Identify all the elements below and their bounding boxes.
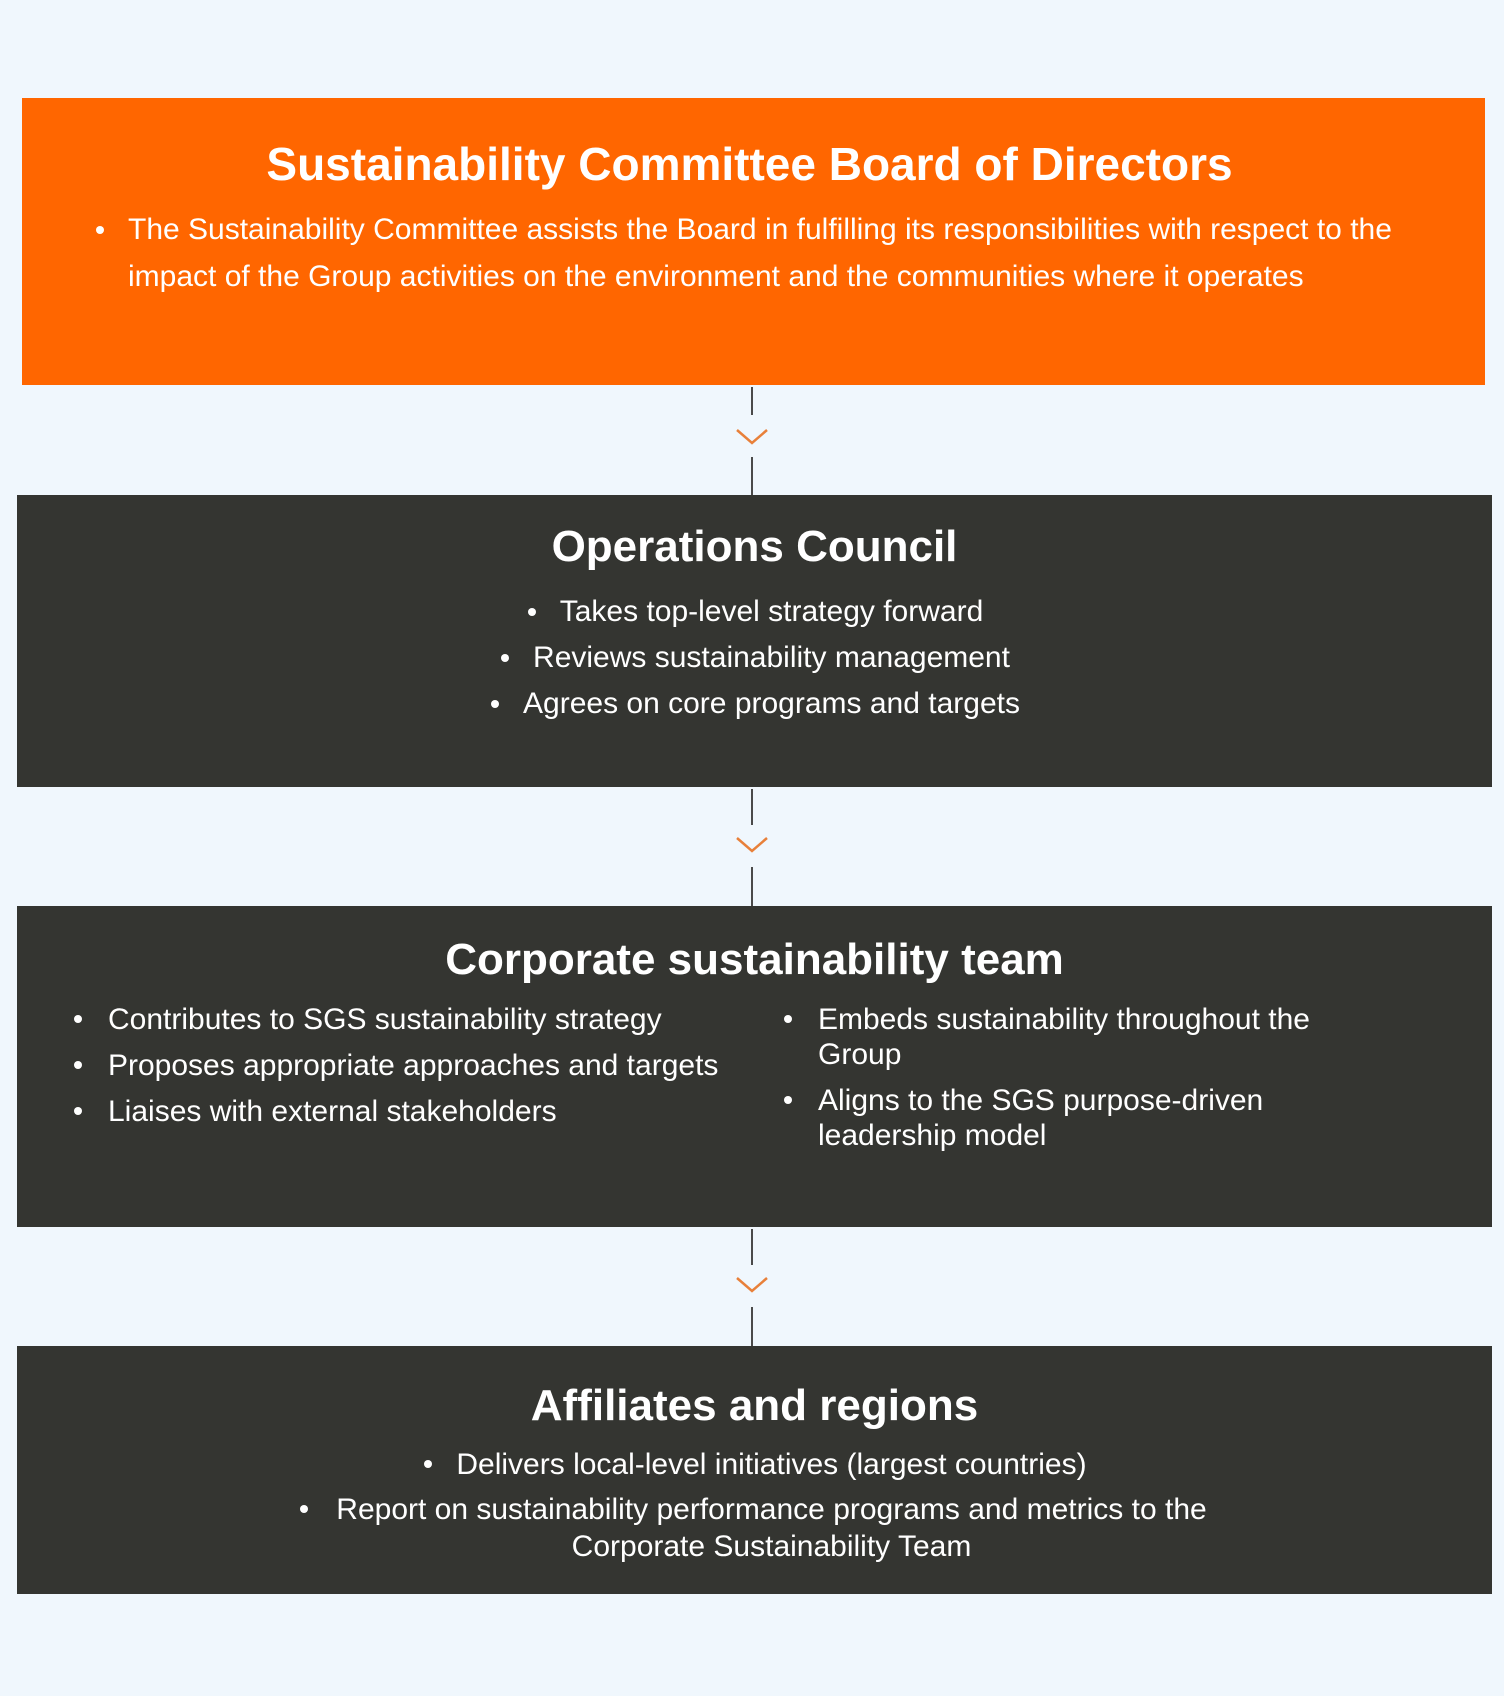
corporate-bullet: Proposes appropriate approaches and targets — [72, 1048, 782, 1083]
affiliates-bullet: Delivers local-level initiatives (largest countries) — [422, 1446, 1086, 1483]
operations-council-box — [17, 495, 1492, 787]
chevron-down-icon — [735, 1275, 769, 1295]
corporate-bullet: Aligns to the SGS purpose-driven leadership model — [782, 1083, 1342, 1153]
operations-bullet: Reviews sustainability management — [499, 635, 1010, 681]
corporate-title: Corporate sustainability team — [445, 935, 1064, 984]
connector-line — [751, 867, 753, 906]
corporate-right-list — [782, 1002, 1342, 1164]
affiliates-bullet-list — [17, 1446, 1492, 1573]
board-bullet: The Sustainability Committee assists the Board in fulfilling its responsibilities with respect to the impact of the Group activities on the environment and the communities where it operates — [94, 206, 1405, 300]
operations-title: Operations Council — [551, 522, 958, 571]
corporate-left-list — [72, 1002, 782, 1164]
connector-ops-corp — [743, 789, 761, 906]
chevron-down-icon — [735, 835, 769, 855]
corporate-bullet: Contributes to SGS sustainability strategy — [72, 1002, 782, 1037]
operations-bullet: Agrees on core programs and targets — [489, 681, 1020, 727]
chevron-down-icon — [735, 427, 769, 447]
affiliates-title: Affiliates and regions — [530, 1381, 979, 1430]
connector-line — [751, 387, 753, 415]
corporate-team-box — [17, 906, 1492, 1227]
connector-line — [751, 1229, 753, 1265]
corporate-bullet: Embeds sustainability throughout the Group — [782, 1002, 1342, 1072]
connector-corp-affiliates — [743, 1229, 761, 1346]
operations-bullet-list — [17, 589, 1492, 727]
affiliates-regions-box — [17, 1346, 1492, 1594]
connector-line — [751, 1307, 753, 1346]
board-bullet-list — [94, 206, 1405, 300]
corporate-columns — [17, 1002, 1492, 1164]
connector-board-ops — [743, 387, 761, 495]
connector-line — [751, 789, 753, 825]
operations-bullet: Takes top-level strategy forward — [526, 589, 984, 635]
board-box — [22, 98, 1485, 385]
board-title: Sustainability Committee Board of Directors — [266, 138, 1233, 190]
affiliates-bullet: Report on sustainability performance programs and metrics to the Corporate Sustainability Team — [298, 1491, 1212, 1565]
connector-line — [751, 457, 753, 495]
corporate-bullet: Liaises with external stakeholders — [72, 1094, 782, 1129]
